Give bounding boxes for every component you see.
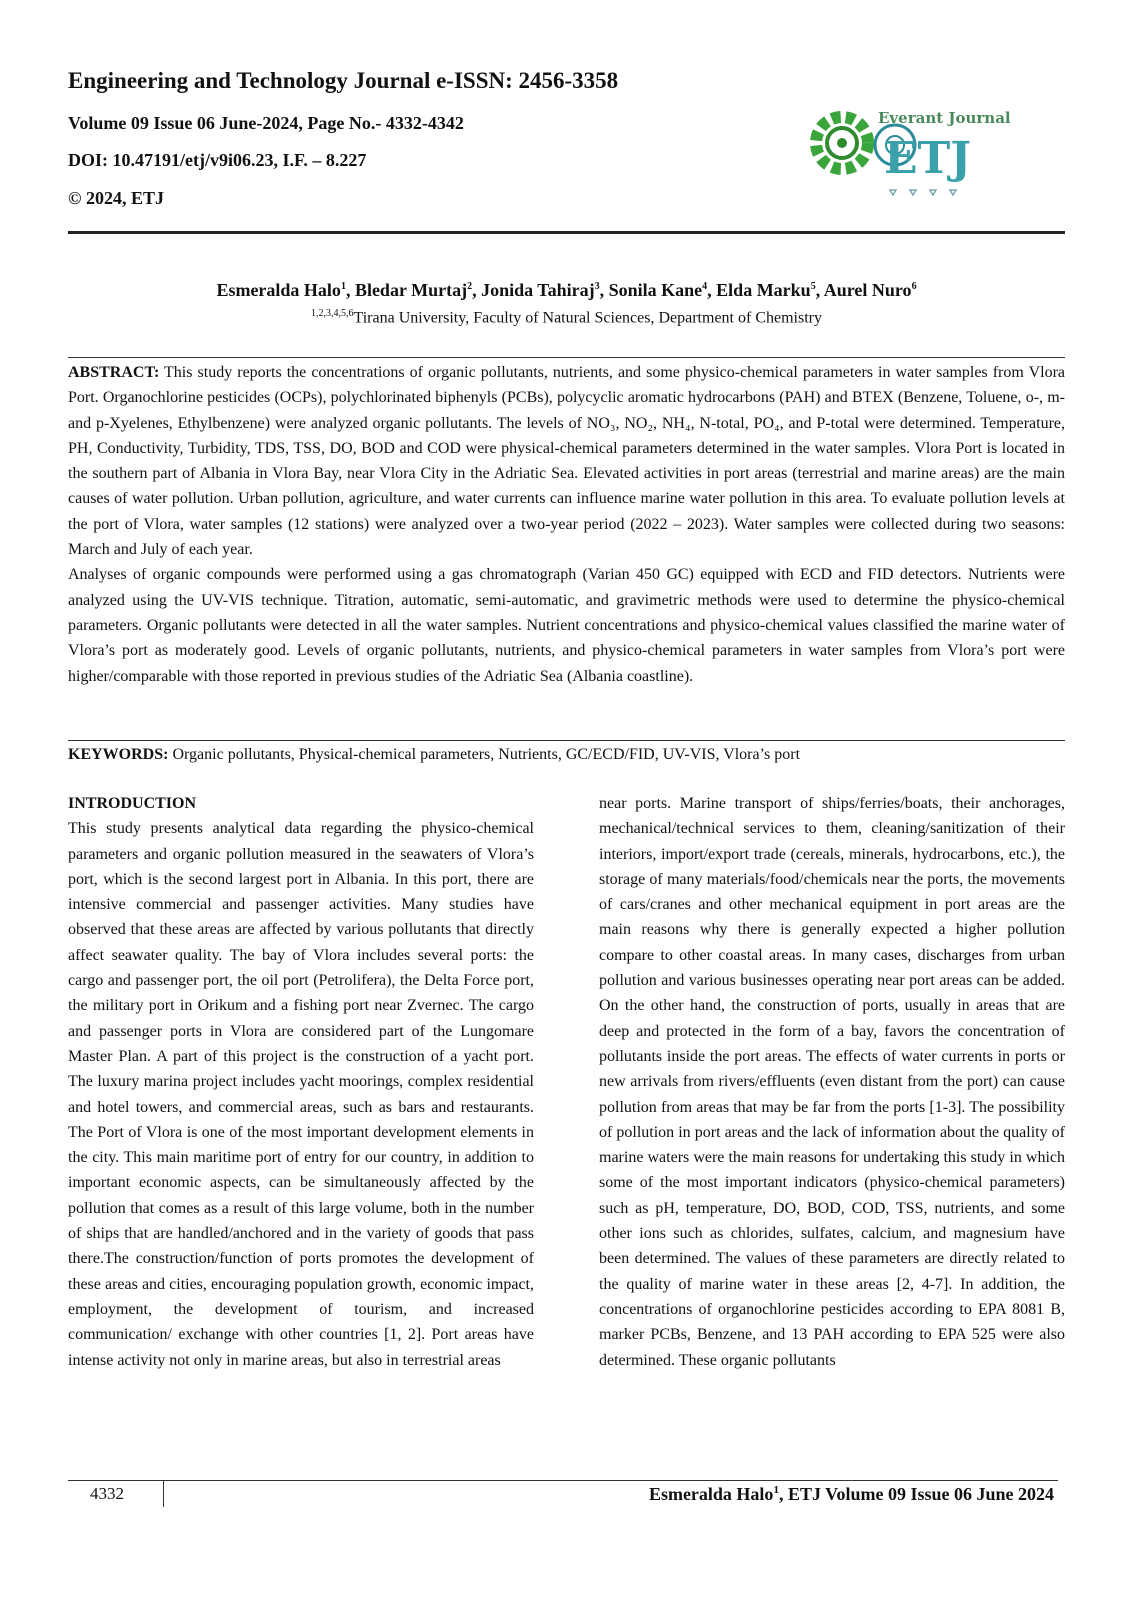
logo-text-top: Everant Journal — [878, 109, 1011, 127]
abstract — [68, 360, 1065, 689]
logo-text-main: ETJ — [884, 133, 972, 184]
journal-title: Engineering and Technology Journal e-ISSN: 2456-3358 — [68, 68, 619, 93]
gear-icon — [816, 117, 868, 169]
abstract-text: This study reports the concentrations of organic pollutants, nutrients, and some physico-chemical parameters in water samples from Vlora Port. Organochlorine pesticides (OCPs), polychlorinated biphenyls (PCBs), polycyclic aromatic hydrocarbons (PAH) and BTEX (Benzene, Toluene, o-, m- and p-Xyelenes, Ethylbenzene) were analyzed organic pollutants. The levels of NO₃, NO₂, NH₄, N-total, PO₄, and P-total were determined. Temperature, PH, Conductivity, Turbidity, TDS, TSS, DO, BOD and COD were physical-chemical parameters determined in the water samples. Vlora Port is located in the southern part of Albania in Vlora Bay, near Vlora City in the Adriatic Sea. Elevated activities in port areas (terrestrial and marine areas) are the main causes of water pollution. Urban pollution, agriculture, and water currents can influence marine water pollution in this area. To evaluate pollution levels at the port of Vlora, water samples (12 stations) were analyzed over a two-year period (2022 – 2023). Water samples were collected during two seasons: March and July of each year. — [68, 364, 1065, 559]
section-heading: INTRODUCTION — [68, 795, 197, 812]
left-column — [68, 791, 534, 1373]
author-sup: 6 — [911, 281, 917, 292]
footer-rule — [68, 1480, 1058, 1481]
author-name: Jonida Tahiraj — [481, 280, 595, 300]
author-name: Aurel Nuro — [823, 280, 912, 300]
keywords-text: Organic pollutants, Physical-chemical parameters, Nutrients, GC/ECD/FID, UV-VIS, Vlora’s port — [168, 746, 801, 763]
footer-divider — [163, 1480, 164, 1507]
abstract-paragraph — [68, 360, 1065, 562]
affiliation — [68, 308, 1065, 327]
keywords-label: KEYWORDS: — [68, 746, 169, 763]
affiliation-text: Tirana University, Faculty of Natural Sciences, Department of Chemistry — [353, 309, 822, 327]
author-sup: 5 — [810, 281, 816, 292]
abstract-bottom-rule — [68, 740, 1065, 741]
author-sup: 3 — [594, 281, 600, 292]
header-rule — [68, 231, 1065, 234]
author-name: Elda Marku — [716, 280, 811, 300]
author-sup: 2 — [467, 281, 473, 292]
volume-line: Volume 09 Issue 06 June-2024, Page No.- 4332-4342 — [68, 113, 464, 133]
footer-author: Esmeralda Halo — [648, 1484, 774, 1504]
intro-paragraph-right: near ports. Marine transport of ships/ferries/boats, their anchorages, mechanical/technical services to them, cleaning/sanitization of their interiors, import/export trade (cereals, minerals, hydrocarbons, etc.), the storage of many materials/food/chemicals near the ports, the movements of cars/cranes and other mechanical equipment in port areas are the main reasons why there is generally expected a higher pollution compare to other coastal areas. In many cases, discharges from urban pollution and various businesses operating near port areas can be added. On the other hand, the construction of ports, usually in areas that are deep and protected in the form of a bay, favors the concentration of pollutants inside the port areas. The effects of water currents in ports or new arrivals from rivers/effluents (even distant from the port) can cause pollution from areas that may be far from the ports [1-3]. The possibility of pollution in port areas and the lack of information about the quality of marine waters were the main reasons for undertaking this study in which some of the most important indicators (physico-chemical parameters) such as pH, temperature, DO, BOD, COD, TSS, nutrients, and some other ions such as chlorides, sulfates, calcium, and magnesium have been determined. The values of these parameters are directly related to the quality of marine water in these areas [2, 4-7]. In addition, the concentrations of organochlorine pesticides according to EPA 8081 B, marker PCBs, Benzene, and 13 PAH according to EPA 525 were also determined. These organic pollutants — [599, 795, 1065, 1369]
intro-paragraph-left: This study presents analytical data regarding the physico-chemical parameters and organic pollution measured in the seawaters of Vlora’s port, which is the second largest port in Albania. In this port, there are intensive commercial and passenger activities. Many studies have observed that these areas are affected by various pollutants that directly affect seawater quality. The bay of Vlora includes several ports: the cargo and passenger port, the oil port (Petrolifera), the Delta Force port, the military port in Orikum and a fishing port near Zvernec. The cargo and passenger ports in Vlora are considered part of the Lungomare Master Plan. A part of this project is the construction of a yacht port. The luxury marina project includes yacht moorings, complex residential and hotel towers, and commercial areas, such as bars and restaurants. The Port of Vlora is one of the most important development elements in the city. This main maritime port of entry for our country, in addition to important economic aspects, can be simultaneously affected by the pollution that comes as a result of this large volume, both in the number of ships that are handled/anchored and in the variety of goods that pass there.The construction/function of ports promotes the development of these areas and cities, encouraging population growth, economic impact, employment, the development of tourism, and increased communication/ exchange with other countries [1, 2]. Port areas have intense activity not only in marine areas, but also in terrestrial areas — [68, 820, 534, 1369]
author-name: Bledar Murtaj — [354, 280, 468, 300]
page-number: 4332 — [90, 1484, 124, 1503]
keywords — [68, 742, 1065, 767]
abstract-paragraph-2: Analyses of organic compounds were performed using a gas chromatograph (Varian 450 GC) equipped with ECD and FID detectors. Nutrients were analyzed using the UV-VIS technique. Titration, automatic, semi-automatic, and gravimetric methods were used to determine the physico-chemical parameters. Organic pollutants were detected in all the water samples. Nutrient concentrations and physico-chemical values classified the marine water of Vlora’s port as moderately good. Levels of organic pollutants, nutrients, and physico-chemical parameters in water samples from Vlora’s port were higher/comparable with those reported in previous studies of the Adriatic Sea (Albania coastline). — [68, 566, 1065, 685]
author-name: Sonila Kane — [608, 280, 703, 300]
abstract-top-rule — [68, 357, 1065, 358]
copyright-line: © 2024, ETJ — [68, 188, 164, 208]
author-sup: 1 — [340, 281, 346, 292]
author-sup: 4 — [702, 281, 708, 292]
footer-citation — [649, 1484, 1054, 1505]
author-name: Esmeralda Halo — [216, 280, 341, 300]
affiliation-sup: 1,2,3,4,5,6 — [311, 308, 354, 319]
abstract-label: ABSTRACT: — [68, 364, 160, 381]
author-list: Esmeralda Halo$^1$, Bledar Murtaj$^2$, Jonida Tahiraj$^3$, Sonila Kane$^4$, Elda Marku$^5$, Aurel Nuro$^6$ — [216, 280, 917, 300]
footer-citation-text: , ETJ Volume 09 Issue 06 June 2024 — [778, 1484, 1054, 1504]
footer-author-sup: 1 — [773, 1484, 779, 1496]
journal-logo — [800, 95, 1030, 205]
doi-line: DOI: 10.47191/etj/v9i06.23, I.F. – 8.227 — [68, 150, 367, 170]
right-column — [599, 791, 1065, 1373]
